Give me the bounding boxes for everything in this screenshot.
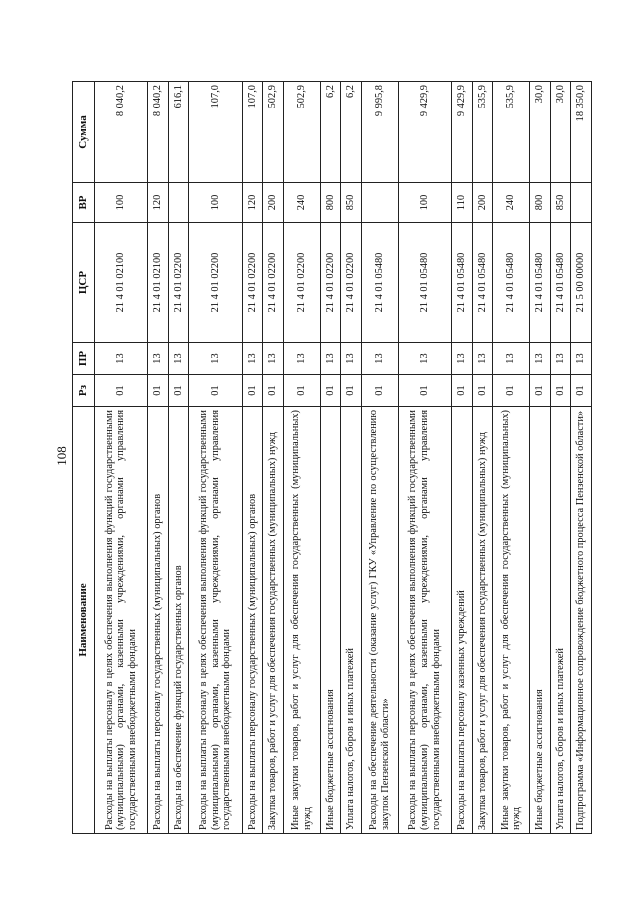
cell-vr: 200 — [472, 183, 493, 223]
cell-name: Расходы на выплаты персоналу в целях обеспечения выполнения функций государственными (муниципальными) органами, казенными учреждениями, органами управления государственными внебюджетными фондами — [95, 407, 148, 834]
cell-name: Расходы на обеспечение деятельности (оказание услуг) ГКУ «Управление по осуществлению закупок Пензенской области» — [361, 407, 398, 834]
cell-rz: 01 — [493, 375, 530, 407]
header-pr: ПР — [73, 343, 95, 375]
cell-rz: 01 — [341, 375, 362, 407]
cell-name: Иные закупки товаров, работ и услуг для обеспечения государственных (муниципальных) нужд — [283, 407, 320, 834]
cell-pr: 13 — [95, 343, 148, 375]
cell-vr: 120 — [242, 183, 263, 223]
cell-vr — [361, 183, 398, 223]
cell-vr: 120 — [148, 183, 169, 223]
cell-rz: 01 — [361, 375, 398, 407]
cell-name: Иные бюджетные ассигнования — [320, 407, 341, 834]
table-row — [148, 82, 169, 834]
rotated-table-frame — [72, 82, 592, 834]
budget-table — [72, 81, 592, 834]
cell-name: Уплата налогов, сборов и иных платежей — [550, 407, 571, 834]
cell-name: Иные бюджетные ассигнования — [530, 407, 551, 834]
cell-pr: 13 — [472, 343, 493, 375]
cell-vr: 800 — [530, 183, 551, 223]
table-row — [189, 82, 242, 834]
cell-sum: 535,9 — [493, 82, 530, 183]
cell-rz: 01 — [530, 375, 551, 407]
cell-sum: 18 350,0 — [571, 82, 592, 183]
cell-csr: 21 4 01 02200 — [320, 223, 341, 343]
header-name: Наименование — [73, 407, 95, 834]
cell-vr: 110 — [452, 183, 473, 223]
cell-name: Расходы на обеспечение функций государственных органов — [168, 407, 189, 834]
cell-pr: 13 — [341, 343, 362, 375]
cell-vr: 800 — [320, 183, 341, 223]
table-row — [242, 82, 263, 834]
table-row — [493, 82, 530, 834]
cell-sum: 9 995,8 — [361, 82, 398, 183]
table-row — [283, 82, 320, 834]
table-row — [452, 82, 473, 834]
cell-sum: 30,0 — [530, 82, 551, 183]
cell-pr: 13 — [493, 343, 530, 375]
cell-pr: 13 — [189, 343, 242, 375]
cell-csr: 21 5 00 00000 — [571, 223, 592, 343]
cell-name: Иные закупки товаров, работ и услуг для обеспечения государственных (муниципальных) нужд — [493, 407, 530, 834]
header-sum: Сумма — [73, 82, 95, 183]
cell-pr: 13 — [148, 343, 169, 375]
cell-rz: 01 — [320, 375, 341, 407]
cell-vr: 100 — [189, 183, 242, 223]
cell-vr: 240 — [493, 183, 530, 223]
cell-csr: 21 4 01 05480 — [361, 223, 398, 343]
table-row — [95, 82, 148, 834]
cell-name: Уплата налогов, сборов и иных платежей — [341, 407, 362, 834]
cell-csr: 21 4 01 02200 — [263, 223, 284, 343]
cell-sum: 502,9 — [263, 82, 284, 183]
cell-name: Расходы на выплаты персоналу в целях обеспечения выполнения функций государственными (муниципальными) органами, казенными учреждениями, органами управления государственными внебюджетными фондами — [189, 407, 242, 834]
cell-sum: 6,2 — [341, 82, 362, 183]
table-row — [530, 82, 551, 834]
cell-name: Расходы на выплаты персоналу государственных (муниципальных) органов — [242, 407, 263, 834]
cell-rz: 01 — [189, 375, 242, 407]
cell-vr: 100 — [398, 183, 451, 223]
table-row — [398, 82, 451, 834]
cell-pr: 13 — [530, 343, 551, 375]
cell-sum: 107,0 — [242, 82, 263, 183]
cell-csr: 21 4 01 05480 — [530, 223, 551, 343]
cell-rz: 01 — [242, 375, 263, 407]
cell-name: Подпрограмма «Информационное сопровождение бюджетного процесса Пензенской области» — [571, 407, 592, 834]
page-number: 108 — [54, 446, 69, 466]
header-csr: ЦСР — [73, 223, 95, 343]
cell-sum: 9 429,9 — [452, 82, 473, 183]
cell-rz: 01 — [571, 375, 592, 407]
cell-pr: 13 — [452, 343, 473, 375]
table-header-row — [73, 82, 95, 834]
cell-vr: 850 — [341, 183, 362, 223]
cell-rz: 01 — [398, 375, 451, 407]
cell-name: Расходы на выплаты персоналу государственных (муниципальных) органов — [148, 407, 169, 834]
cell-pr: 13 — [283, 343, 320, 375]
cell-pr: 13 — [550, 343, 571, 375]
cell-pr: 13 — [320, 343, 341, 375]
cell-rz: 01 — [168, 375, 189, 407]
cell-sum: 8 040,2 — [95, 82, 148, 183]
cell-csr: 21 4 01 05480 — [472, 223, 493, 343]
cell-rz: 01 — [95, 375, 148, 407]
table-body — [95, 82, 592, 834]
cell-pr: 13 — [361, 343, 398, 375]
table-row — [571, 82, 592, 834]
cell-pr: 13 — [168, 343, 189, 375]
cell-rz: 01 — [452, 375, 473, 407]
cell-csr: 21 4 01 05480 — [493, 223, 530, 343]
cell-sum: 107,0 — [189, 82, 242, 183]
cell-csr: 21 4 01 02100 — [95, 223, 148, 343]
cell-rz: 01 — [263, 375, 284, 407]
cell-csr: 21 4 01 02200 — [189, 223, 242, 343]
cell-csr: 21 4 01 05480 — [550, 223, 571, 343]
cell-vr — [168, 183, 189, 223]
cell-vr: 200 — [263, 183, 284, 223]
cell-sum: 616,1 — [168, 82, 189, 183]
cell-pr: 13 — [242, 343, 263, 375]
cell-sum: 30,0 — [550, 82, 571, 183]
cell-pr: 13 — [263, 343, 284, 375]
cell-csr: 21 4 01 02200 — [283, 223, 320, 343]
cell-csr: 21 4 01 02200 — [242, 223, 263, 343]
cell-sum: 502,9 — [283, 82, 320, 183]
cell-name: Закупка товаров, работ и услуг для обеспечения государственных (муниципальных) нужд — [263, 407, 284, 834]
table-row — [320, 82, 341, 834]
cell-pr: 13 — [398, 343, 451, 375]
cell-vr: 240 — [283, 183, 320, 223]
header-rz: Рз — [73, 375, 95, 407]
cell-sum: 535,9 — [472, 82, 493, 183]
cell-rz: 01 — [472, 375, 493, 407]
table-row — [550, 82, 571, 834]
cell-csr: 21 4 01 05480 — [452, 223, 473, 343]
table-row — [361, 82, 398, 834]
cell-rz: 01 — [283, 375, 320, 407]
header-vr: ВР — [73, 183, 95, 223]
cell-vr: 850 — [550, 183, 571, 223]
cell-name: Расходы на выплаты персоналу казенных учреждений — [452, 407, 473, 834]
table-row — [341, 82, 362, 834]
cell-pr: 13 — [571, 343, 592, 375]
cell-name: Расходы на выплаты персоналу в целях обеспечения выполнения функций государственными (муниципальными) органами, казенными учреждениями, органами управления государственными внебюджетными фондами — [398, 407, 451, 834]
cell-vr: 100 — [95, 183, 148, 223]
cell-csr: 21 4 01 02200 — [168, 223, 189, 343]
table-row — [263, 82, 284, 834]
table-row — [168, 82, 189, 834]
cell-csr: 21 4 01 05480 — [398, 223, 451, 343]
budget-table-container — [72, 82, 592, 834]
cell-name: Закупка товаров, работ и услуг для обеспечения государственных (муниципальных) нужд — [472, 407, 493, 834]
table-row — [472, 82, 493, 834]
cell-rz: 01 — [550, 375, 571, 407]
cell-sum: 6,2 — [320, 82, 341, 183]
cell-sum: 9 429,9 — [398, 82, 451, 183]
cell-csr: 21 4 01 02200 — [341, 223, 362, 343]
cell-rz: 01 — [148, 375, 169, 407]
cell-csr: 21 4 01 02100 — [148, 223, 169, 343]
cell-vr — [571, 183, 592, 223]
cell-sum: 8 040,2 — [148, 82, 169, 183]
